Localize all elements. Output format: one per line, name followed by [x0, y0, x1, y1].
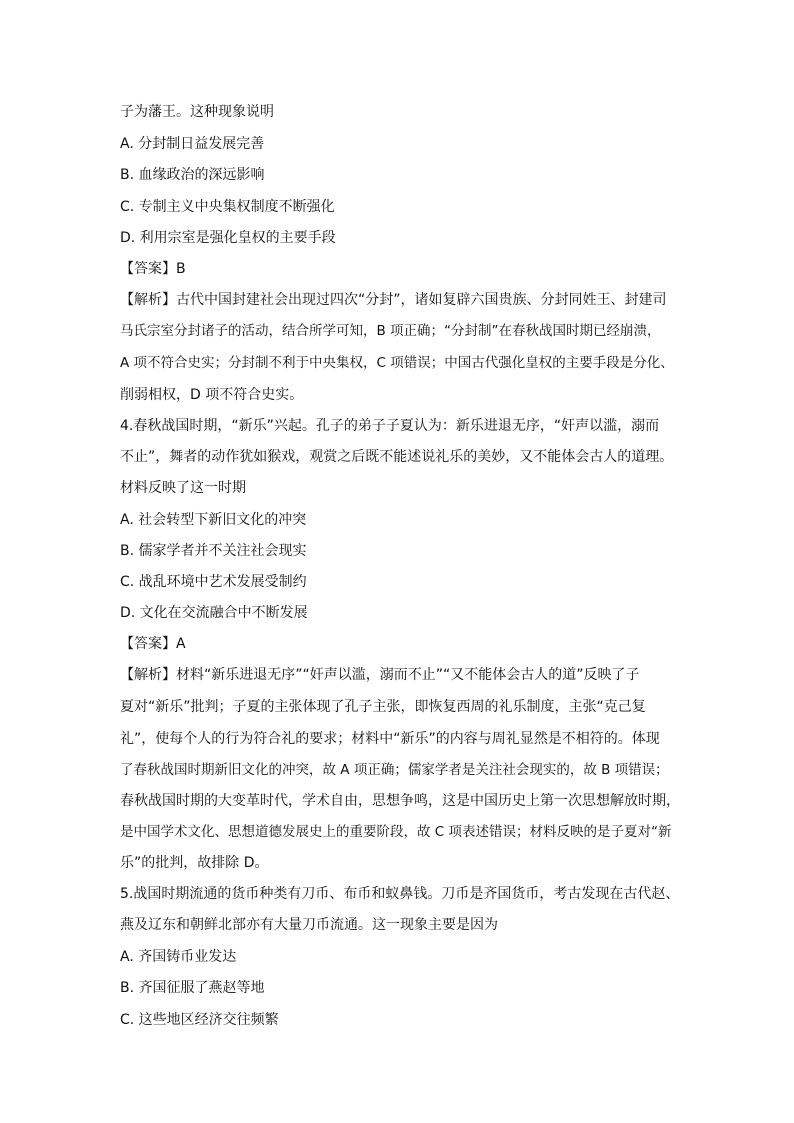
q4-analysis-line-1: 【解析】材料“新乐进退无序”“奸声以滥，溺而不止”“又不能体会古人的道”反映了子: [120, 667, 640, 683]
q4-analysis-line-4: 了春秋战国时期新旧文化的冲突，故 A 项正确；儒家学者是关注社会现实的，故 B 项错误；: [120, 762, 669, 778]
q4-option-d: D. 文化在交流融合中不断发展: [120, 605, 308, 621]
q4-stem-line-2: 不止”，舞者的动作犹如猴戏，观赏之后既不能述说礼乐的美妙，又不能体会古人的道理。: [120, 449, 674, 465]
q4-analysis-line-6: 是中国学术文化、思想道德发展史上的重要阶段，故 C 项表述错误；材料反映的是子夏对“新: [120, 824, 672, 840]
q4-analysis-line-5: 春秋战国时期的大变革时代，学术自由，思想争鸣，这是中国历史上第一次思想解放时期，: [120, 793, 680, 809]
question-3-stem-end: 子为藩王。这种现象说明: [120, 104, 274, 120]
q3-analysis-line-3: A 项不符合史实；分封制不利于中央集权，C 项错误；中国古代强化皇权的主要手段是分化、: [120, 355, 674, 371]
q3-option-d: D. 利用宗室是强化皇权的主要手段: [120, 230, 336, 246]
q3-analysis-line-2: 马氏宗室分封诸子的活动，结合所学可知，B 项正确；“分封制”在春秋战国时期已经崩溃，: [120, 323, 661, 339]
q4-analysis-line-3: 礼”，使每个人的行为符合礼的要求；材料中“新乐”的内容与周礼显然是不相符的。体现: [120, 731, 660, 747]
q5-option-c: C. 这些地区经济交往频繁: [120, 1012, 279, 1028]
q5-stem-line-1: 5.战国时期流通的货币种类有刀币、布币和蚁鼻钱。刀币是齐国货币，考古发现在古代赵、: [120, 886, 680, 902]
q4-stem-line-1: 4.春秋战国时期，“新乐”兴起。孔子的弟子子夏认为：新乐进退无序，“奸声以滥，溺而: [120, 418, 660, 434]
q5-stem-line-2: 燕及辽东和朝鲜北部亦有大量刀币流通。这一现象主要是因为: [120, 917, 498, 933]
q4-option-b: B. 儒家学者并不关注社会现实: [120, 543, 307, 559]
q3-analysis-line-4: 削弱相权，D 项不符合史实。: [120, 387, 304, 403]
q4-analysis-line-2: 夏对“新乐”批判；子夏的主张体现了孔子主张，即恢复西周的礼乐制度，主张“克己复: [120, 699, 646, 715]
q4-stem-line-3: 材料反映了这一时期: [120, 480, 246, 496]
q4-option-a: A. 社会转型下新旧文化的冲突: [120, 512, 307, 528]
q4-option-c: C. 战乱环境中艺术发展受制约: [120, 574, 307, 590]
q4-analysis-line-7: 乐”的批判，故排除 D。: [120, 855, 269, 871]
q4-answer: 【答案】A: [120, 636, 186, 652]
q3-answer: 【答案】B: [120, 261, 186, 277]
q5-option-a: A. 齐国铸币业发达: [120, 949, 237, 965]
q3-option-b: B. 血缘政治的深远影响: [120, 167, 265, 183]
q3-option-c: C. 专制主义中央集权制度不断强化: [120, 199, 335, 215]
q3-option-a: A. 分封制日益发展完善: [120, 136, 265, 152]
q3-analysis-line-1: 【解析】古代中国封建社会出现过四次“分封”，诸如复辟六国贵族、分封同姓王、封建司: [120, 292, 667, 308]
q5-option-b: B. 齐国征服了燕赵等地: [120, 980, 265, 996]
